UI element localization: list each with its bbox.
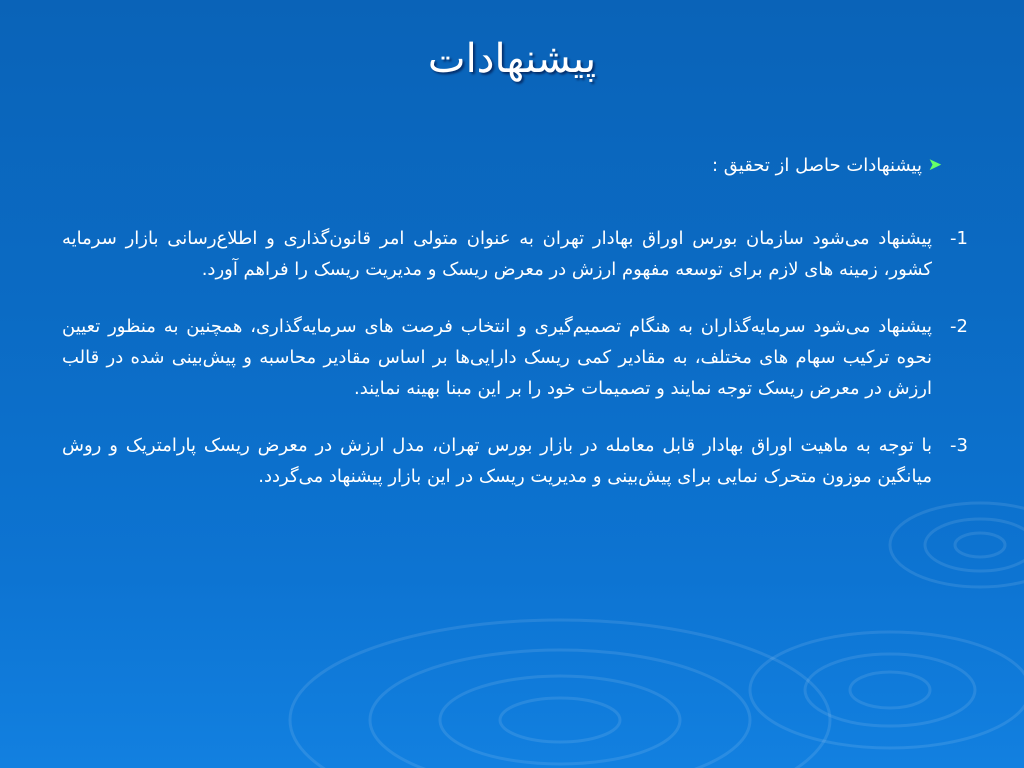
suggestion-paragraph-2 [62,311,968,404]
slide-title: پیشنهادات [427,36,597,82]
suggestion-paragraph-3 [62,430,968,492]
suggestion-paragraph-1 [62,223,968,285]
paragraph-number: -2 [950,316,968,337]
paragraph-number: -3 [950,435,968,456]
green-arrow-bullet-icon: ➤ [927,155,942,175]
paragraph-text: پیشنهاد می‌شود سازمان بورس اوراق بهادار تهران به عنوان متولی امر قانون‌گذاری و اطلاع‌رسانی بازار سرمایه کشور، زمینه های لازم برای توسعه مفهوم ارزش در معرض ریسک و مدیریت ریسک را فراهم آورد. [62,228,932,280]
paragraph-text: با توجه به ماهیت اوراق بهادار قابل معامله در بازار بورس تهران، مدل ارزش در معرض ریسک پارامتریک و روش میانگین موزون متحرک نمایی برای پیش‌بینی و مدیریت ریسک در این بازار پیشنهاد می‌گردد. [62,435,932,487]
bullet-heading [62,150,968,181]
paragraph-text: پیشنهاد می‌شود سرمایه‌گذاران به هنگام تصمیم‌گیری و انتخاب فرصت های سرمایه‌گذاری، همچنین به منظور تعیین نحوه ترکیب سهام های مختلف، به مقادیر کمی ریسک دارایی‌ها بر اساس مقادیر محاسبه و پیش‌بینی شده در قالب ارزش در معرض ریسک توجه نمایند و تصمیمات خود را بر این مبنا بهینه نمایند. [62,316,932,399]
slide-content [62,150,968,518]
paragraph-number: -1 [950,228,968,249]
bullet-heading-text: پیشنهادات حاصل از تحقیق : [711,155,922,176]
